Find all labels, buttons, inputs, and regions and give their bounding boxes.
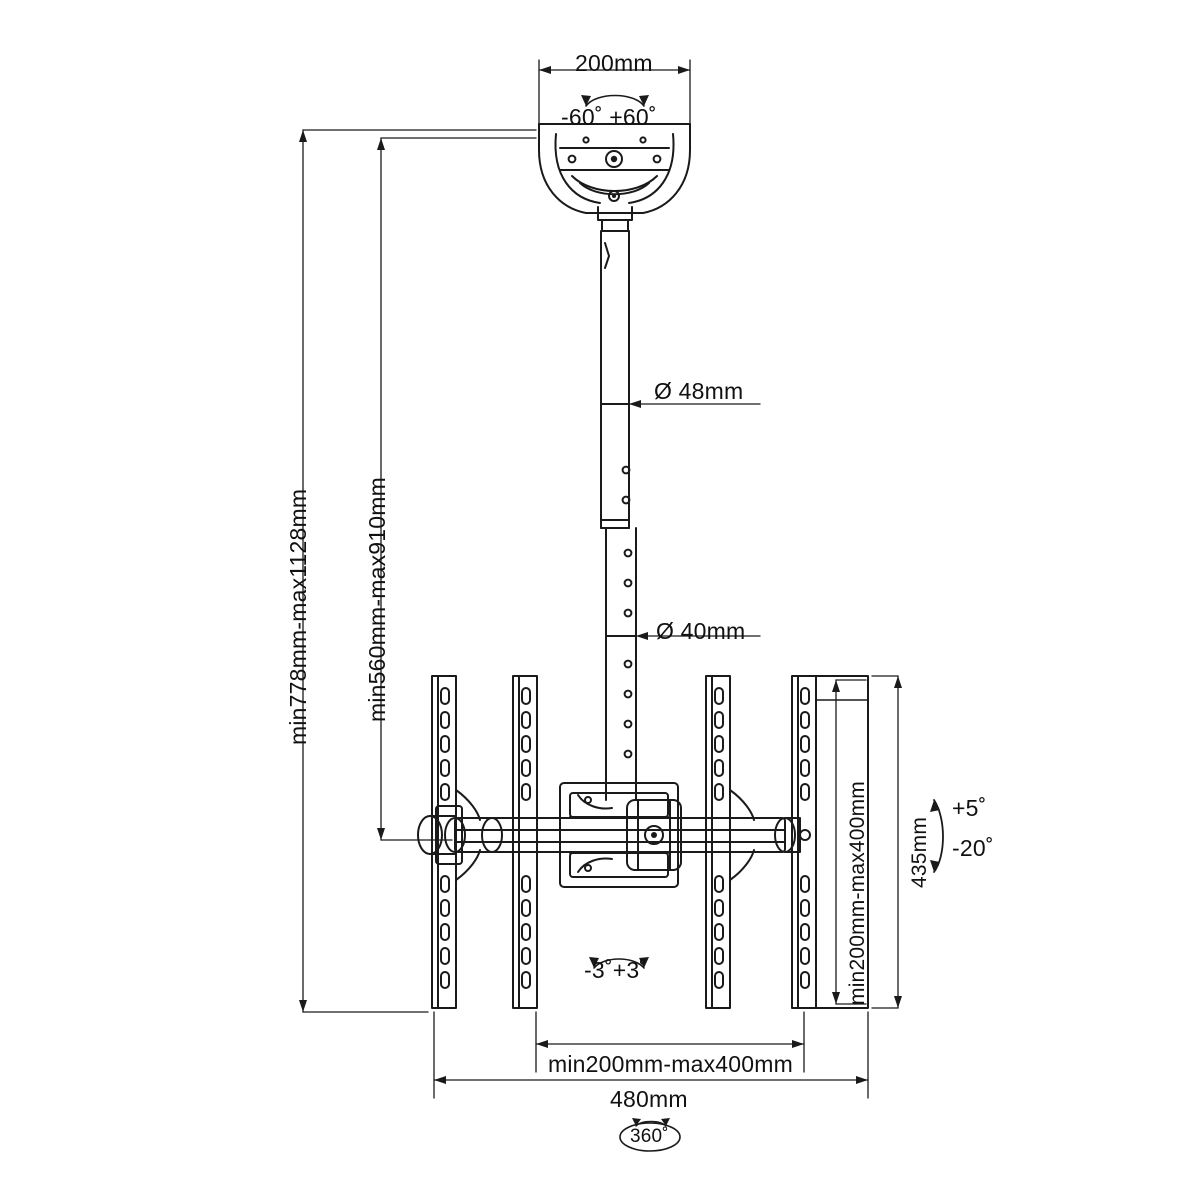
label-rotate-small: -3˚+3˚ bbox=[584, 957, 648, 983]
label-panel-height: 435mm bbox=[908, 816, 931, 888]
lower-pole bbox=[606, 528, 636, 800]
label-lower-pole-diameter: Ø 40mm bbox=[656, 618, 746, 644]
upper-pole bbox=[601, 231, 629, 528]
rail-slots-left-b bbox=[522, 688, 530, 988]
label-bottom-width: 480mm bbox=[610, 1086, 688, 1112]
tilt-head-assembly bbox=[560, 783, 681, 887]
ceiling-plate bbox=[539, 124, 690, 231]
label-tilt-up: +5˚ bbox=[952, 795, 987, 821]
rail-slots-right-c bbox=[715, 688, 723, 988]
horizontal-crossbar bbox=[418, 816, 810, 854]
label-tilt-down: -20˚ bbox=[952, 835, 994, 861]
label-rotation-360: 360˚ bbox=[630, 1126, 669, 1147]
label-top-width: 200mm bbox=[575, 50, 653, 76]
label-bottom-width-range: min200mm-max400mm bbox=[548, 1051, 793, 1077]
label-top-swivel: -60˚ +60˚ bbox=[561, 104, 657, 130]
label-panel-height-range: min200mm-max400mm bbox=[846, 781, 869, 1005]
label-total-height-range: min778mm-max1128mm bbox=[285, 488, 311, 745]
label-upper-pole-diameter: Ø 48mm bbox=[654, 378, 744, 404]
label-pole-height-range: min560mm-max910mm bbox=[364, 477, 390, 722]
right-bracket-group bbox=[706, 676, 868, 1008]
